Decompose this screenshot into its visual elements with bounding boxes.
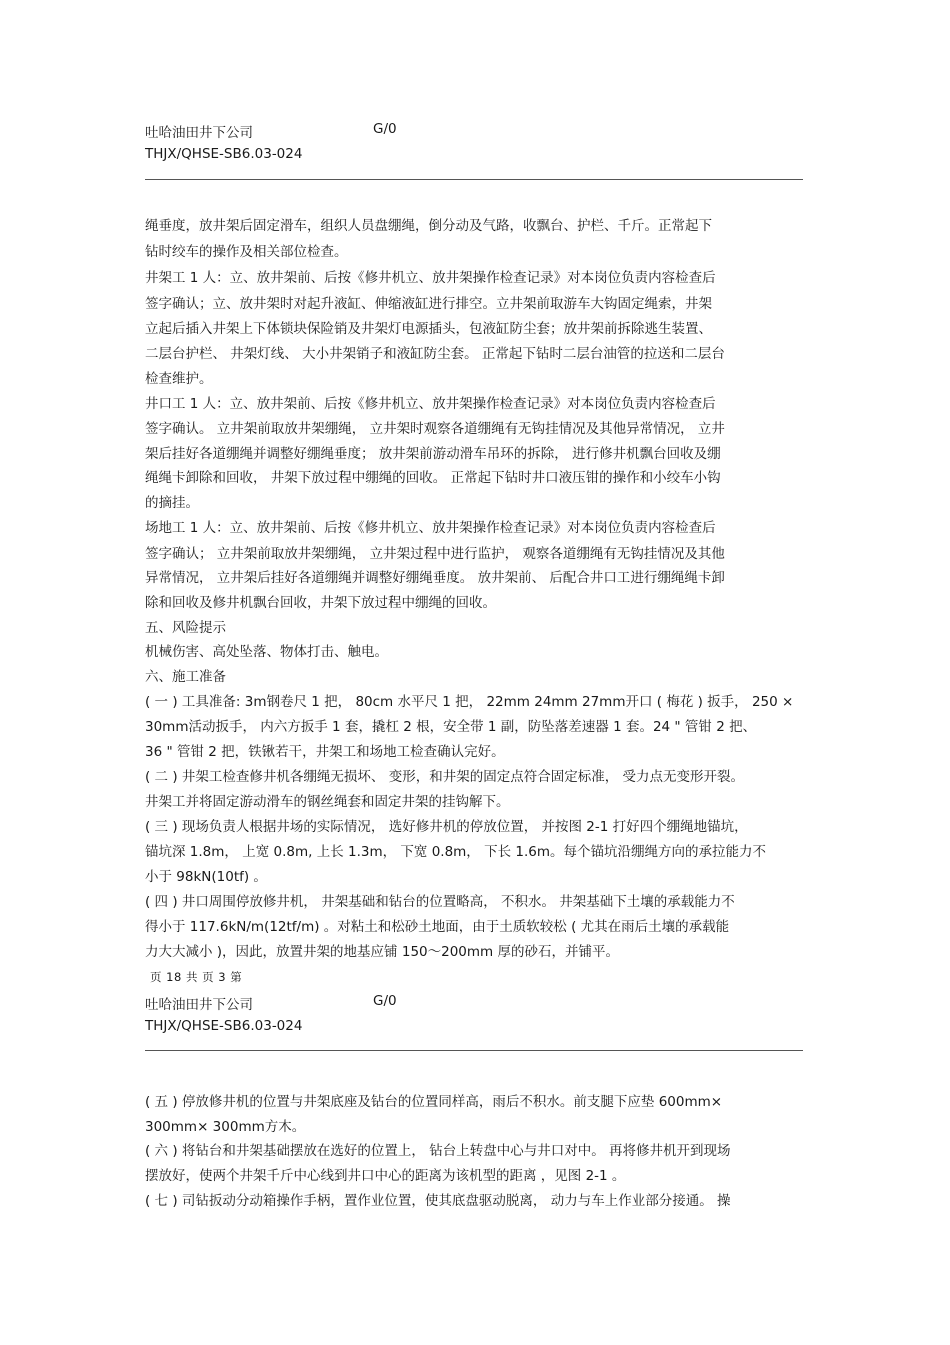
section-heading: 五、风险提示 [145, 620, 226, 636]
header-version: G/0 [373, 121, 397, 137]
body-line: 除和回收及修井机飘台回收，井架下放过程中绷绳的回收。 [145, 595, 496, 611]
body-line: 绳垂度，放井架后固定滑车，组织人员盘绷绳，倒分动及气路，收飘台、护栏、千斤。正常起下 [145, 218, 712, 234]
body-line: 钻时绞车的操作及相关部位检查。 [145, 244, 348, 260]
body-line: ( 七 ) 司钻扳动分动箱操作手柄，置作业位置，使其底盘驱动脱离， 动力与车上作业部分接通。 操 [145, 1193, 731, 1209]
header-company-row [145, 121, 397, 141]
body-line: 力大大减小 )，因此，放置井架的地基应铺 150～200mm 厚的砂石，并铺平。 [145, 944, 619, 960]
body-line: ( 六 ) 将钻台和井架基础摆放在选好的位置上， 钻台上转盘中心与井口对中。 再将修井机开到现场 [145, 1143, 731, 1159]
body-line: 签字确认；立、放井架时对起升液缸、伸缩液缸进行排空。立井架前取游车大钩固定绳索，井架 [145, 296, 712, 312]
body-line: ( 五 ) 停放修井机的位置与井架底座及钻台的位置同样高，雨后不积水。前支腿下应垫 600mm× [145, 1094, 723, 1110]
header-version: G/0 [373, 993, 397, 1009]
body-line: 场地工 1 人：立、放井架前、后按《修井机立、放井架操作检查记录》对本岗位负责内容检查后 [145, 520, 716, 536]
body-line: 井架工并将固定游动滑车的钢丝绳套和固定井架的挂钩解下。 [145, 794, 510, 810]
header-divider [145, 179, 803, 180]
body-line: 30mm活动扳手， 内六方扳手 1 套，撬杠 2 根，安全带 1 副，防坠落差速器 1 套。24 " 管钳 2 把、 [145, 719, 757, 735]
body-line: 二层台护栏、 井架灯线、 大小井架销子和液缸防尘套。 正常起下钻时二层台油管的拉送和二层台 [145, 346, 725, 362]
body-line: 架后挂好各道绷绳并调整好绷绳垂度； 放井架前游动滑车吊环的拆除， 进行修井机飘台回收及绷 [145, 446, 721, 462]
body-line: ( 一 ) 工具准备: 3m钢卷尺 1 把， 80cm 水平尺 1 把， 22mm 24mm 27mm开口 ( 梅花 ) 扳手， 250 × [145, 694, 794, 710]
page-footer: 页 18 共 页 3 第 [150, 970, 243, 984]
section-heading: 六、施工准备 [145, 669, 226, 685]
body-line: 签字确认； 立井架前取放井架绷绳， 立井架过程中进行监护， 观察各道绷绳有无钩挂情况及其他 [145, 546, 725, 562]
body-line: 机械伤害、高处坠落、物体打击、触电。 [145, 644, 388, 660]
body-line: 签字确认。 立井架前取放井架绷绳， 立井架时观察各道绷绳有无钩挂情况及其他异常情况， 立井 [145, 421, 725, 437]
body-line: ( 三 ) 现场负责人根据井场的实际情况， 选好修井机的停放位置， 并按图 2-1 打好四个绷绳地锚坑， [145, 819, 748, 835]
header-divider [145, 1050, 803, 1051]
body-line: 井架工 1 人：立、放井架前、后按《修井机立、放井架操作检查记录》对本岗位负责内容检查后 [145, 270, 716, 286]
body-line: 检查维护。 [145, 371, 213, 387]
body-line: 摆放好，使两个井架千斤中心线到井口中心的距离为该机型的距离 ，见图 2-1 。 [145, 1168, 626, 1184]
body-line: 井口工 1 人：立、放井架前、后按《修井机立、放井架操作检查记录》对本岗位负责内容检查后 [145, 396, 716, 412]
header-company: 吐哈油田井下公司 [145, 997, 253, 1013]
body-line: 锚坑深 1.8m， 上宽 0.8m, 上长 1.3m， 下宽 0.8m， 下长 1.6m。每个锚坑沿绷绳方向的承拉能力不 [145, 844, 767, 860]
body-line: ( 二 ) 井架工检查修井机各绷绳无损坏、 变形，和井架的固定点符合固定标准， 受力点无变形开裂。 [145, 769, 744, 785]
header-doc-code: THJX/QHSE-SB6.03-024 [145, 146, 303, 162]
body-line: 得小于 117.6kN/m(12tf/m) 。对粘土和松砂土地面，由于土质软较松 ( 尤其在雨后土壤的承载能 [145, 919, 730, 935]
header-company: 吐哈油田井下公司 [145, 125, 253, 141]
body-line: 异常情况， 立井架后挂好各道绷绳并调整好绷绳垂度。 放井架前、 后配合井口工进行绷绳绳卡卸 [145, 570, 725, 586]
body-line: 的摘挂。 [145, 495, 199, 511]
body-line: 300mm× 300mm方木。 [145, 1119, 306, 1135]
body-line: 36 " 管钳 2 把，铁锹若干，井架工和场地工检查确认完好。 [145, 744, 505, 760]
header-company-row [145, 993, 397, 1013]
body-line: 立起后插入井架上下体锁块保险销及井架灯电源插头，包液缸防尘套；放井架前拆除逃生装置、 [145, 321, 712, 337]
body-line: 小于 98kN(10tf) 。 [145, 869, 267, 885]
body-line: 绳绳卡卸除和回收， 井架下放过程中绷绳的回收。 正常起下钻时井口液压钳的操作和小绞车小钩 [145, 470, 721, 486]
header-doc-code: THJX/QHSE-SB6.03-024 [145, 1018, 303, 1034]
body-line: ( 四 ) 井口周围停放修井机， 井架基础和钻台的位置略高， 不积水。 井架基础下土壤的承载能力不 [145, 894, 735, 910]
